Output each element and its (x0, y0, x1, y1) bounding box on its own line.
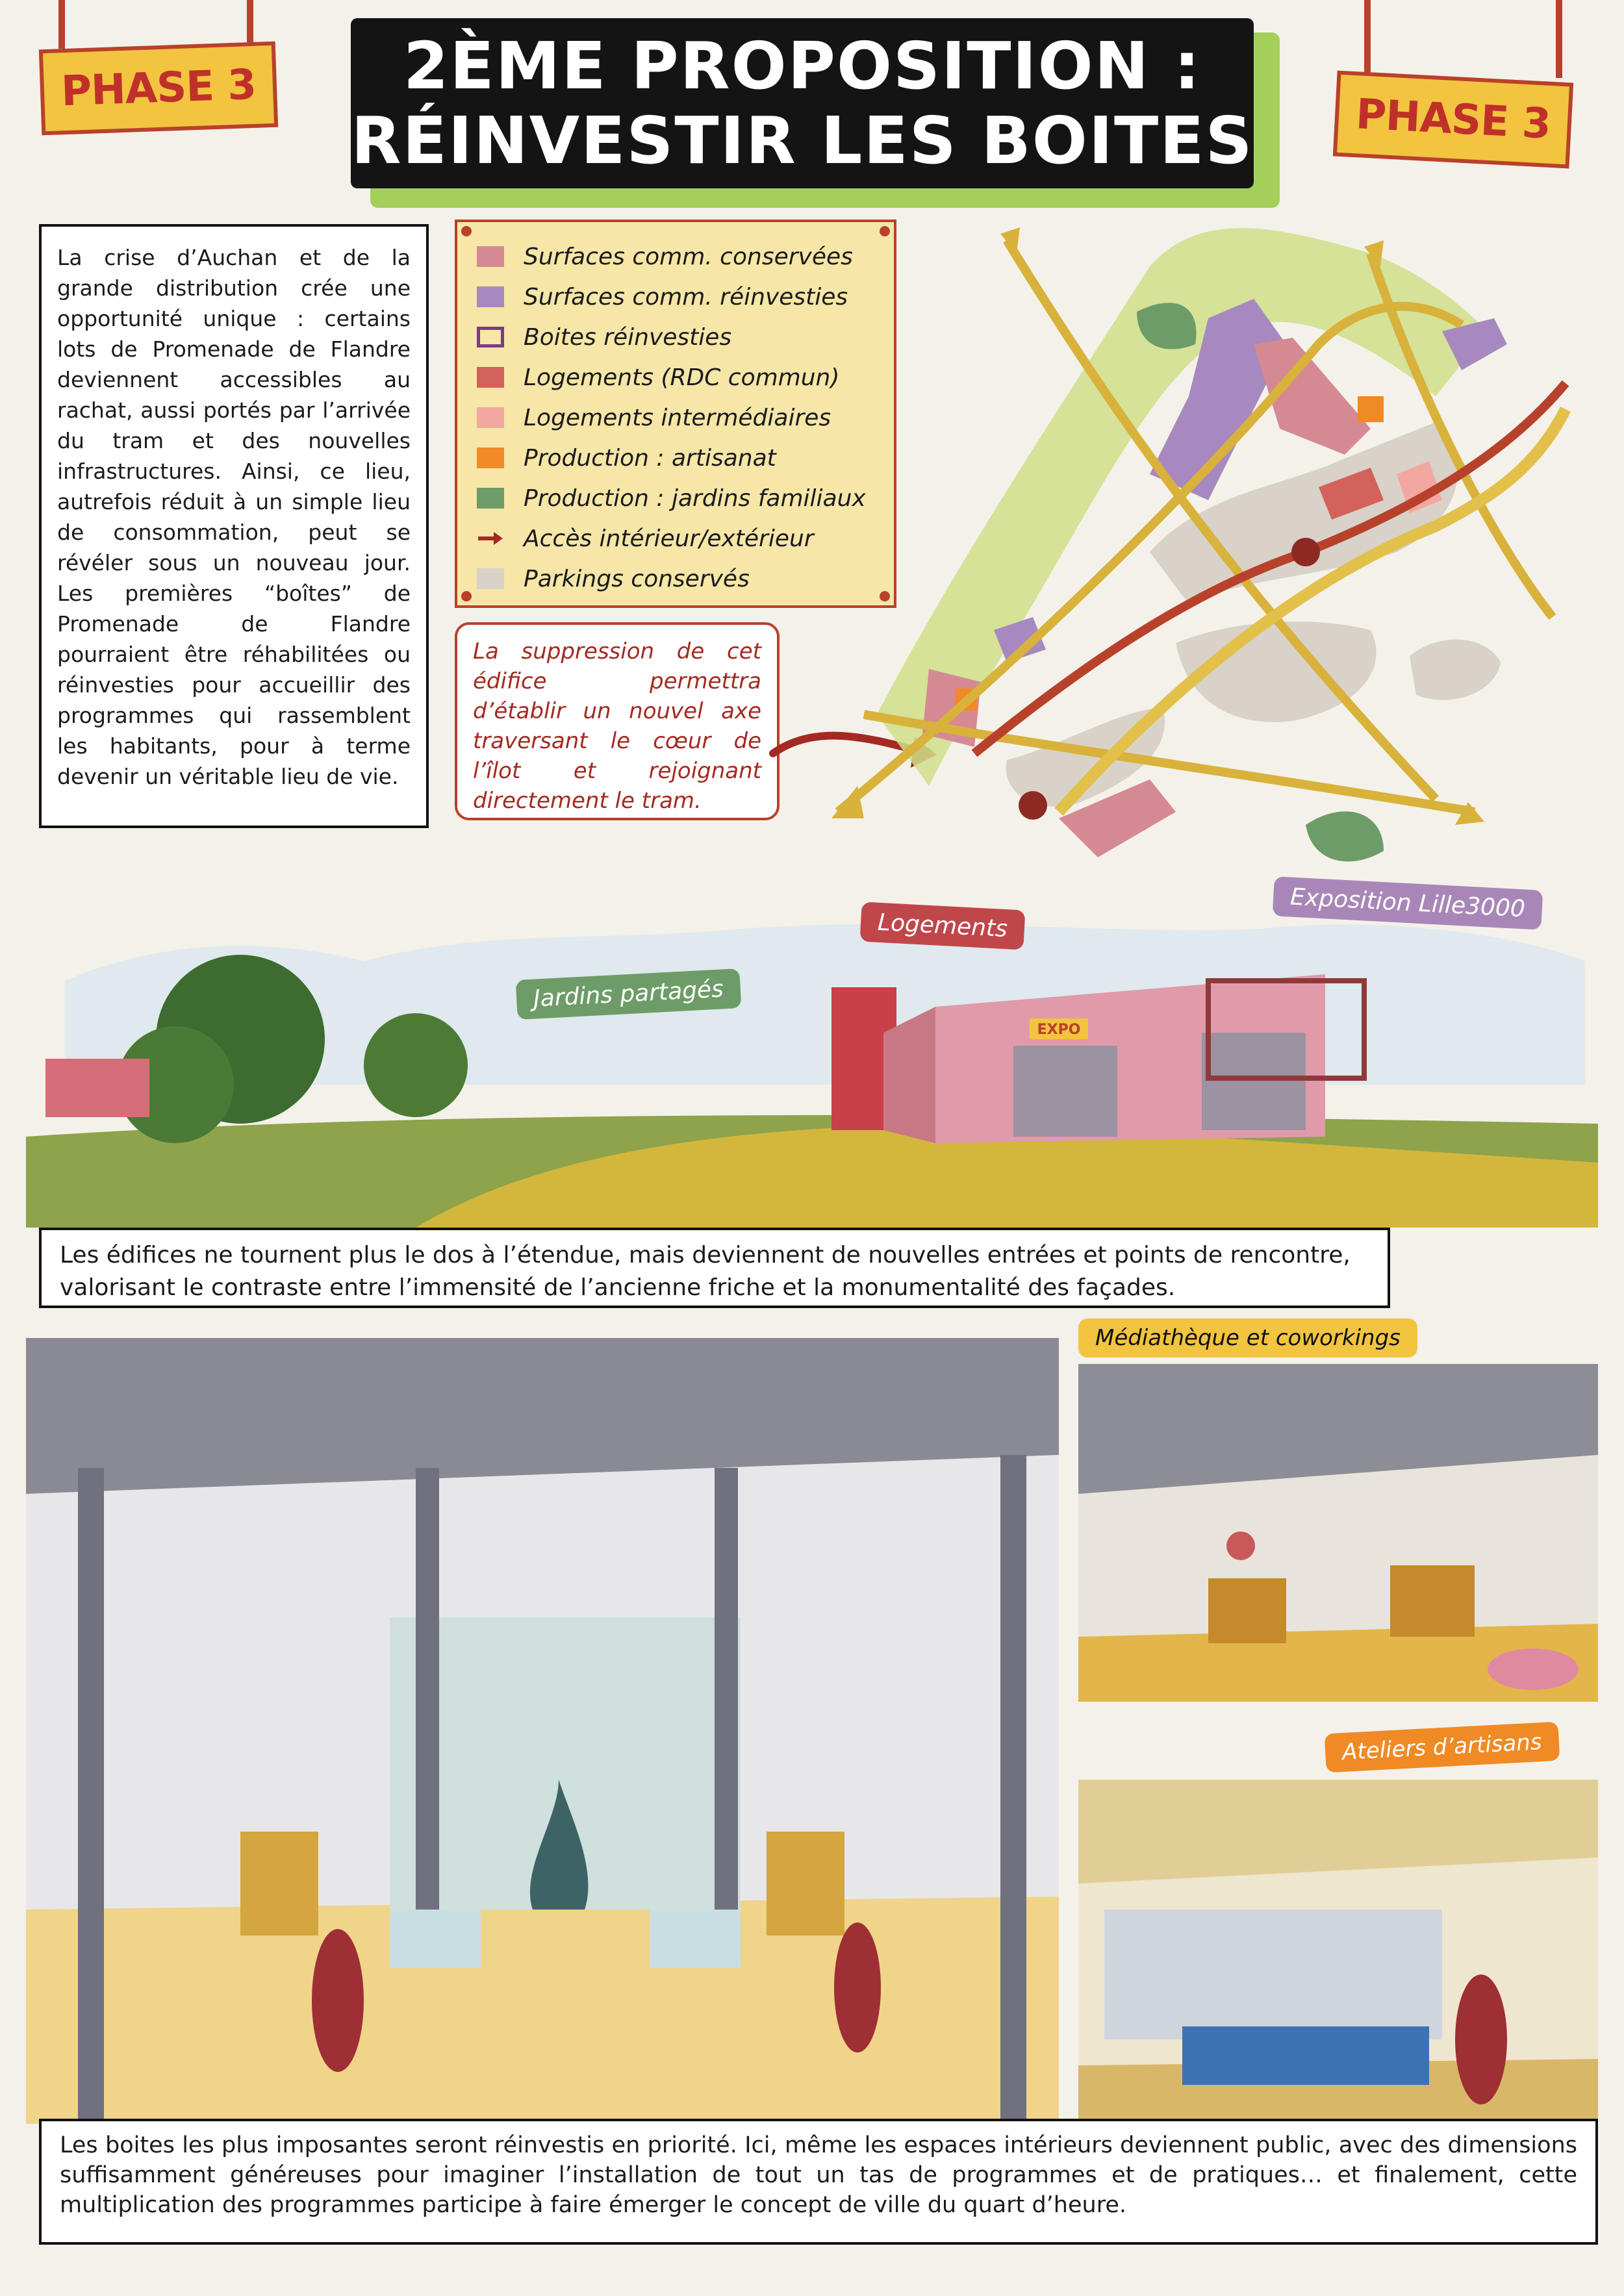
nail-icon (461, 226, 472, 236)
glass-entrance (1202, 1033, 1306, 1130)
expo-sign-text: EXPO (1037, 1022, 1081, 1038)
title-line-1: 2ÈME PROPOSITION : (403, 28, 1202, 104)
intro-text-box (39, 224, 429, 828)
tag-ateliers: Ateliers d’artisans (1325, 1722, 1560, 1773)
bookshelf (1390, 1565, 1475, 1637)
glass-entrance (1013, 1046, 1117, 1137)
legend-label: Boites réinvesties (524, 323, 732, 351)
tag-expo: Exposition Lille3000 (1273, 876, 1543, 930)
tram-stop-icon (1019, 791, 1047, 820)
sign-rope (58, 0, 65, 49)
arrow-icon (477, 528, 504, 549)
legend-label: Surfaces comm. conservées (524, 243, 853, 270)
legend-label: Production : jardins familiaux (524, 485, 866, 512)
legend-swatch (477, 367, 504, 388)
legend-swatch (477, 448, 504, 468)
legend-swatch (477, 488, 504, 509)
artisan-production (1358, 396, 1384, 422)
artisan-figure (1455, 1974, 1507, 2104)
legend-swatch (477, 568, 504, 589)
art-panel (767, 1832, 844, 1936)
panorama-caption-text: Les édifices ne tournent plus le dos à l’étendue, mais deviennent de nouvelles entrées et points de rencontre, valorisant le contraste entre l’immensité de l’ancienne friche et la monumentalité des façades. (60, 1242, 1351, 1301)
column (416, 1468, 439, 1910)
bookshelf (1208, 1578, 1286, 1643)
display-case (390, 1910, 481, 1968)
sign-rope (247, 0, 253, 49)
interiors-caption-text: Les boites les plus imposantes seront réinvestis en priorité. Ici, même les espaces intérieurs deviennent public, avec des dimensions suffisamment généreuses pour imaginer l’installation de tout un tas de programmes et de pratiques… et finalement, cette multiplication des programmes participe à faire émerger le concept de ville du quart d’heure. (60, 2132, 1577, 2218)
legend-outline-swatch (477, 327, 504, 347)
tram-stop-icon (1291, 538, 1320, 566)
phase-label: PHASE 3 (1354, 90, 1552, 149)
tag-shared-gardens: Jardins partagés (516, 968, 742, 1020)
ateliers-illustration (1078, 1780, 1598, 2137)
visitor-figure (834, 1923, 881, 2052)
tag-mediatheque: Médiathèque et coworkings (1078, 1318, 1417, 1357)
phase-sign-left (39, 42, 278, 136)
column (78, 1468, 104, 2124)
column (1000, 1455, 1026, 2124)
bean-bag (1488, 1648, 1579, 1690)
clock-icon (1226, 1532, 1255, 1560)
column (715, 1468, 738, 1910)
legend-label: Parkings conservés (524, 565, 750, 592)
display-case (650, 1910, 741, 1968)
page-title (351, 18, 1254, 188)
family-gardens (1306, 811, 1384, 861)
tag-housing: Logements (860, 902, 1026, 950)
art-panel (240, 1832, 318, 1936)
legend-label: Production : artisanat (524, 444, 776, 472)
legend-label: Logements (RDC commun) (524, 364, 840, 391)
nail-icon (461, 591, 472, 601)
legend-label: Accès intérieur/extérieur (524, 525, 814, 552)
phase-sign-right (1333, 71, 1573, 169)
legend-label: Surfaces comm. réinvesties (524, 283, 848, 310)
parking-area (1410, 640, 1501, 700)
phase-label: PHASE 3 (60, 60, 257, 116)
legend-swatch (477, 407, 504, 428)
visitor-figure (312, 1929, 364, 2072)
interiors-caption (39, 2119, 1598, 2245)
tree (364, 1013, 468, 1117)
callout-text: La suppression de cet édifice permettra d’établir un nouvel axe traversant le cœur de l’îlot et rejoignant directement le tram. (473, 638, 761, 814)
demolition-callout (455, 622, 780, 820)
legend-swatch (477, 246, 504, 267)
intro-paragraph: La crise d’Auchan et de la grande distribution crée une opportunité unique : certains lots de Promenade de Flandre deviennent accessibles au rachat, aussi portés par l’arrivée du tram et des nouvelles infrastructures. Ainsi, ce lieu, autrefois réduit à un simple lieu de consommation, peut se révéler sous un nouveau jour. Les premières “boîtes” de Promenade de Flandre pourraient être réhabilitées ou réinvesties pour accueillir des programmes qui rassemblent les habitants, pour à terme devenir un véritable lieu de vie. (57, 245, 411, 789)
legend-swatch (477, 286, 504, 307)
workbench (1182, 2026, 1429, 2085)
window-wall (1104, 1910, 1442, 2039)
site-plan-map (786, 214, 1624, 916)
sign-rope (1364, 0, 1371, 78)
exhibition-hall-illustration (26, 1338, 1059, 2124)
floor (26, 1897, 1059, 2124)
title-line-2: RÉINVESTIR LES BOITES (351, 103, 1254, 179)
building (45, 1059, 149, 1117)
path-line (864, 714, 1475, 812)
panorama-caption (39, 1228, 1390, 1308)
panorama-illustration (26, 890, 1598, 1228)
sign-rope (1556, 0, 1562, 78)
legend-label: Logements intermédiaires (524, 404, 831, 431)
mediatheque-illustration (1078, 1364, 1598, 1702)
